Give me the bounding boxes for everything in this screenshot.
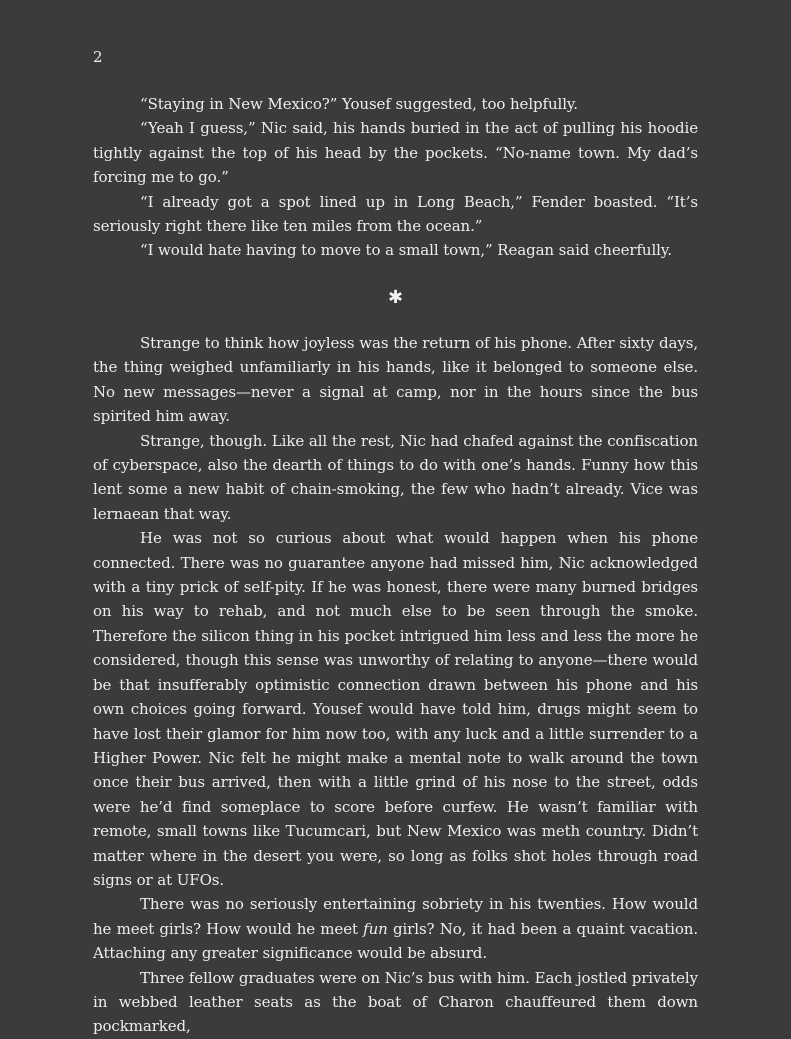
- paragraph-text: girls? No, it had been a quaint vacation. Attaching any greater significance would be absurd.: [93, 919, 699, 963]
- paragraph: “Yeah I guess,” Nic said, his hands buried in the act of pulling his hoodie tightly against the top of his head by the pockets. “No-name town. My dad’s forcing me to go.”: [93, 119, 698, 187]
- paragraph: “Staying in New Mexico?” Yousef suggested, too helpfully.: [140, 95, 578, 113]
- paragraph: “I would hate having to move to a small town,” Reagan said cheerfully.: [140, 241, 672, 260]
- scene-break-asterism: ✱: [387, 287, 404, 308]
- page-number: 2: [93, 48, 103, 66]
- emphasis-text: fun: [363, 919, 388, 938]
- paragraph: Strange to think how joyless was the return of his phone. After sixty days, the thing weighed unfamiliarly in his hands, like it belonged to someone else. No new messages—never a signal at camp, nor in the hours since the bus spirited him away.: [93, 334, 698, 426]
- narrative-section: [93, 331, 698, 1039]
- paragraph: [93, 892, 698, 965]
- dialogue-section: [93, 92, 698, 263]
- paragraph: “I already got a spot lined up in Long Beach,” Fender boasted. “It’s seriously right there like ten miles from the ocean.”: [93, 192, 698, 236]
- paragraph: He was not so curious about what would happen when his phone connected. There was no guarantee anyone had missed him, Nic acknowledged with a tiny prick of self-pity. If he was honest, there were many burned bridges on his way to rehab, and not much else to be seen through the smoke. Therefore the silicon thing in his pocket intrigued him less and less the more he considered, though this sense was unworthy of relating to anyone—there would be that insufferably optimistic connection drawn between his phone and his own choices going forward. Yousef would have told him, drugs might seem to have lost their glamor for him now too, with any luck and a little surrender to a Higher Power. Nic felt he might make a mental note to walk around the town once their bus arrived, then with a little grind of his nose to the street, odds were he’d find someplace to score before curfew. He wasn’t familiar with remote, small towns like Tucumcari, but New Mexico was meth country. Didn’t matter where in the desert you were, so long as folks shot holes through road signs or at UFOs.: [93, 529, 698, 889]
- paragraph: Three fellow graduates were on Nic’s bus with him. Each jostled privately in webbed leather seats as the boat of Charon chauffeured them down pockmarked,: [93, 968, 698, 1036]
- paragraph-text: There was no seriously entertaining sobriety in his twenties. How would he meet girls? How would he meet: [93, 895, 698, 938]
- paragraph: Strange, though. Like all the rest, Nic had chafed against the confiscation of cyberspace, also the dearth of things to do with one’s hands. Funny how this lent some a new habit of chain-smoking, the few who hadn’t already. Vice was lernaean that way.: [93, 431, 698, 523]
